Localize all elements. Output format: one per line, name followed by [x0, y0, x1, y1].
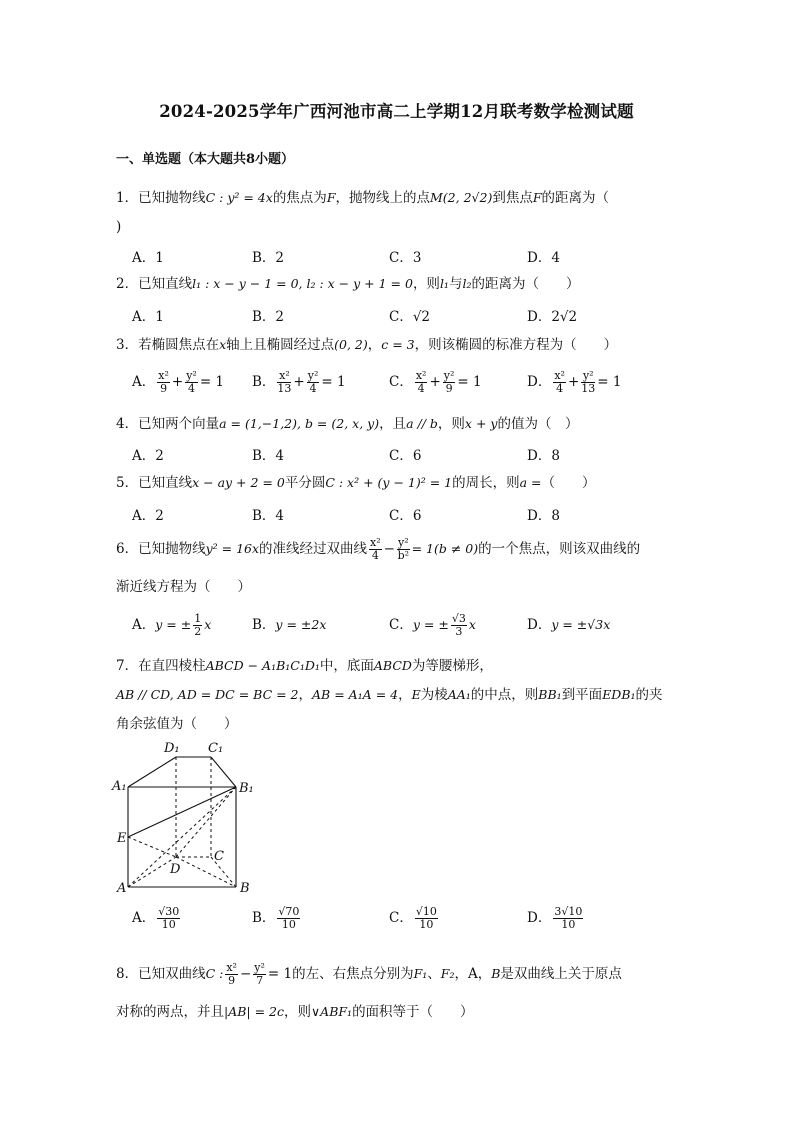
- fraction: [369, 537, 382, 562]
- q3-x: x: [219, 337, 227, 352]
- q7-text7: 到平面: [561, 687, 603, 703]
- q8-text5: 是双曲线上关于原点: [500, 966, 622, 982]
- q4-text2: ，且: [379, 416, 407, 432]
- frac-den: 4: [556, 382, 564, 395]
- page-title: 2024-2025学年广西河池市高二上学期12月联考数学检测试题: [159, 102, 634, 121]
- q7-option-c-label: C．: [389, 910, 413, 926]
- q7-option-b[interactable]: [252, 906, 302, 931]
- q7-option-d-label: D．: [527, 910, 552, 926]
- frac-num: √3: [451, 612, 466, 625]
- q6-option-d[interactable]: [527, 613, 610, 633]
- q1-text5: 的距离为（: [541, 190, 610, 206]
- q3-option-c-label: C．: [389, 374, 413, 390]
- frac-num: 1: [194, 612, 202, 625]
- q7-text3: 为等腰梯形，: [411, 658, 493, 674]
- q4-text4: 的值为（ ）: [497, 416, 579, 432]
- q3-c: c = 3: [381, 337, 415, 352]
- q2-text3: 与: [448, 276, 463, 292]
- minus: −: [383, 541, 395, 557]
- q7-E: E: [411, 687, 421, 702]
- q8-sep: 、: [427, 966, 441, 982]
- q6-option-b[interactable]: [252, 613, 326, 633]
- q7-comma: ，: [298, 687, 313, 703]
- eq: = 1: [267, 966, 293, 982]
- fraction: [193, 613, 202, 638]
- q8-C: C :: [205, 966, 224, 981]
- fraction: [157, 906, 180, 931]
- q1-text4: 到焦点: [492, 190, 533, 206]
- question-7-line3: 角余弦值为（ ）: [116, 716, 238, 732]
- frac-num: x²: [226, 961, 237, 974]
- q5-a: a =: [519, 475, 542, 490]
- q7-cond2: AB = A₁A = 4: [312, 687, 399, 702]
- frac-num: 3√10: [554, 905, 583, 918]
- frac-num: y²: [582, 369, 594, 382]
- label-D1: D₁: [164, 741, 180, 756]
- question-3: [116, 336, 617, 354]
- eq: = 1: [199, 374, 225, 390]
- fraction: [277, 906, 300, 931]
- question-7: [116, 657, 493, 675]
- frac-den: 9: [160, 382, 168, 395]
- q1-text2: 的焦点为: [272, 190, 327, 206]
- frac-den: 4: [188, 382, 195, 395]
- frac-den: 4: [309, 382, 317, 395]
- q1-curve: C : y² = 4x: [205, 190, 273, 205]
- frac-den: 9: [445, 382, 453, 395]
- q3-option-a[interactable]: A． $\frac{\text{x²}}{9}$ + $\frac{\text{y²}}{4}$ = 1: [132, 369, 225, 395]
- q7-option-a-label: A．: [132, 910, 156, 926]
- q7-base: ABCD: [373, 658, 412, 673]
- q4-option-c[interactable]: C．6: [389, 448, 422, 464]
- q5-text4: （ ）: [541, 475, 596, 491]
- q7-option-c[interactable]: [389, 906, 440, 931]
- q1-option-a[interactable]: A．1: [132, 250, 164, 266]
- q4-option-a[interactable]: A．2: [132, 448, 164, 464]
- q8-abs: |AB| = 2c: [224, 1004, 285, 1019]
- frac-num: y²: [254, 961, 265, 974]
- eq: = 1: [321, 374, 346, 390]
- frac-den: 7: [256, 974, 264, 987]
- q4-text: 4．已知两个向量: [116, 416, 220, 432]
- q1-option-b[interactable]: B．2: [252, 250, 285, 266]
- q8-text7: ，则: [284, 1004, 312, 1020]
- q8-triangle: ∨ABF₁: [311, 1004, 353, 1019]
- q5-line: x − ay + 2 = 0: [192, 475, 285, 490]
- q5-text: 5．已知直线: [116, 475, 193, 491]
- frac-num: y²: [186, 369, 197, 382]
- question-4: [116, 415, 578, 433]
- label-C1: C₁: [208, 741, 224, 756]
- frac-den: 4: [371, 549, 379, 562]
- q2-option-c[interactable]: C．√2: [389, 309, 431, 325]
- fraction: [225, 962, 238, 987]
- q6-parabola: y² = 16x: [205, 541, 260, 556]
- frac-num: x²: [158, 369, 169, 382]
- fraction: [277, 370, 291, 395]
- q1-text3: ，抛物线上的点: [335, 190, 430, 206]
- q5-text3: 的周长，则: [452, 475, 520, 491]
- q6-d-expr: y = ±√3x: [551, 617, 611, 632]
- frac-den: b²: [397, 549, 410, 562]
- q7-option-a[interactable]: [132, 906, 182, 931]
- fraction: [451, 613, 467, 638]
- frac-den: 9: [228, 974, 236, 987]
- q7-EDB1: EDB₁: [602, 687, 636, 702]
- q8-text4: ，: [477, 966, 492, 982]
- frac-den: 13: [277, 382, 292, 395]
- question-6-line2: 渐近线方程为（ ）: [116, 579, 251, 595]
- fraction: [415, 906, 438, 931]
- q7-text8: 的夹: [635, 687, 663, 703]
- q7-option-d[interactable]: [527, 906, 585, 931]
- q3-text: 3．若椭圆焦点在: [116, 337, 220, 353]
- q3-comma: ，: [367, 337, 382, 353]
- q8-text3: ，: [454, 966, 468, 982]
- q7-text: 7．在直四棱柱: [116, 658, 206, 674]
- q2-text4: 的距离为（ ）: [471, 276, 580, 292]
- question-7-line2: [116, 686, 663, 704]
- q3-option-d-label: D．: [527, 374, 552, 390]
- q3-option-b-label: B．: [252, 374, 276, 390]
- q8-F2: F₂: [440, 966, 455, 981]
- frac-num: x²: [279, 369, 290, 382]
- fraction: [185, 370, 198, 395]
- q7-text6: 的中点，则: [470, 687, 539, 703]
- q6-a-post: x: [204, 617, 212, 632]
- frac-num: √70: [278, 905, 300, 918]
- q2-text: 2．已知直线: [116, 276, 193, 292]
- fraction: [253, 962, 266, 987]
- question-8-line2: [116, 1003, 474, 1021]
- q4-vectors: a = (1,−1,2), b = (2, x, y): [219, 416, 380, 431]
- q4-option-d[interactable]: D．8: [527, 448, 560, 464]
- eq: = 1: [457, 374, 482, 390]
- q3-option-d[interactable]: D． $\frac{\text{x²}}{4}$ + $\frac{\text{y²}}{13}$ = 1: [527, 369, 622, 395]
- fraction: [553, 906, 583, 931]
- label-D: D: [170, 862, 181, 877]
- q8-text6: 对称的两点，并且: [116, 1004, 224, 1020]
- label-B: B: [240, 881, 250, 896]
- q3-option-b[interactable]: B． $\frac{\text{x²}}{13}$ + $\frac{\text{y²}}{4}$ = 1: [252, 369, 346, 395]
- q1-option-d[interactable]: D．4: [527, 250, 560, 266]
- q3-option-c[interactable]: C． $\frac{\text{x²}}{4}$ + $\frac{\text{y²}}{9}$ = 1: [389, 369, 482, 395]
- q8-B: B: [491, 966, 501, 981]
- q7-cond1: AB // CD, AD = DC = BC = 2: [116, 687, 299, 702]
- frac-den: 10: [281, 918, 296, 931]
- q6-option-c-label: C．: [389, 617, 413, 633]
- q6-option-a-label: A．: [132, 617, 156, 633]
- q1-focus2: F: [532, 190, 542, 205]
- frac-num: x²: [554, 369, 565, 382]
- q7-AA1: AA₁: [447, 687, 471, 702]
- question-1: [116, 189, 609, 207]
- q4-parallel: a // b: [406, 416, 438, 431]
- q3-point: (0, 2): [334, 337, 368, 352]
- q3-option-a-label: A．: [132, 374, 156, 390]
- q6-option-d-label: D．: [527, 617, 552, 633]
- fraction: [415, 370, 428, 395]
- q6-c-pre: y = ±: [412, 617, 449, 632]
- frac-num: √30: [158, 905, 180, 918]
- label-B1: B₁: [239, 781, 254, 796]
- q6-cond: = 1(b ≠ 0): [411, 541, 479, 556]
- q7-option-b-label: B．: [252, 910, 276, 926]
- q2-option-a[interactable]: A．1: [132, 309, 164, 325]
- section-heading: 一、单选题（本大题共8小题）: [116, 152, 295, 167]
- label-C: C: [214, 849, 224, 864]
- fraction: [397, 537, 410, 562]
- q6-option-a[interactable]: [132, 613, 211, 638]
- q2-option-d[interactable]: D．2√2: [527, 309, 578, 325]
- q5-option-b[interactable]: B．4: [252, 508, 285, 524]
- frac-num: y²: [443, 369, 455, 382]
- q5-option-c[interactable]: C．6: [389, 508, 422, 524]
- fraction: [443, 370, 456, 395]
- frac-num: x²: [415, 369, 427, 382]
- fraction: [307, 370, 320, 395]
- q2-l1: l₁: [439, 276, 449, 291]
- question-2: [116, 275, 579, 293]
- minus: −: [239, 966, 252, 982]
- label-A: A: [117, 881, 127, 896]
- label-E: E: [117, 831, 127, 846]
- fraction: [157, 370, 170, 395]
- q7-text4: ，: [398, 687, 412, 703]
- q6-option-b-label: B．: [252, 617, 276, 633]
- q5-text2: 平分圆: [284, 475, 326, 491]
- q2-lines: l₁ : x − y − 1 = 0, l₂ : x − y + 1 = 0: [192, 276, 413, 291]
- q2-text2: ，则: [412, 276, 440, 292]
- q6-text2: 的准线经过双曲线: [259, 541, 368, 557]
- q4-option-b[interactable]: B．4: [252, 448, 285, 464]
- frac-num: y²: [397, 536, 409, 549]
- frac-den: 10: [419, 918, 434, 931]
- prism-figure: [108, 740, 268, 900]
- q6-a-pre: y = ±: [155, 617, 192, 632]
- q8-A: A: [467, 966, 478, 982]
- q2-l2: l₂: [462, 276, 472, 291]
- q7-text5: 为棱: [420, 687, 448, 703]
- frac-den: 2: [194, 625, 202, 638]
- label-A1: A₁: [112, 779, 127, 794]
- q8-text: 8．已知双曲线: [116, 966, 206, 982]
- q6-text3: 的一个焦点，则该双曲线的: [478, 541, 641, 557]
- frac-num: x²: [370, 536, 381, 549]
- frac-den: 4: [417, 382, 425, 395]
- q1-point: M(2, 2√2): [430, 190, 493, 205]
- q5-option-a[interactable]: A．2: [132, 508, 164, 524]
- q1-option-c[interactable]: C．3: [389, 250, 422, 266]
- q3-text2: 轴上且椭圆经过点: [226, 337, 335, 353]
- fraction: [553, 370, 566, 395]
- frac-num: y²: [307, 369, 319, 382]
- q6-text: 6．已知抛物线: [116, 541, 206, 557]
- q8-text2: 的左、右焦点分别为: [292, 966, 414, 982]
- q8-F1: F₁: [413, 966, 428, 981]
- q8-text8: 的面积等于（ ）: [352, 1004, 474, 1020]
- q1-focus: F: [326, 190, 336, 205]
- q6-b-expr: y = ±2x: [275, 617, 327, 632]
- fraction: [581, 370, 595, 395]
- q6-option-c[interactable]: [389, 613, 476, 638]
- frac-den: 3: [455, 625, 463, 638]
- q7-BB1: BB₁: [538, 687, 562, 702]
- q1-text: 1．已知抛物线: [116, 190, 206, 206]
- q5-circle: C : x² + (y − 1)² = 1: [325, 475, 453, 490]
- eq: = 1: [597, 374, 622, 390]
- frac-num: √10: [415, 905, 437, 918]
- question-1-line2: ): [116, 219, 122, 235]
- question-5: [116, 474, 596, 492]
- q3-text3: ，则该椭圆的标准方程为（ ）: [414, 337, 618, 353]
- q6-c-post: x: [468, 617, 476, 632]
- question-8: [116, 962, 622, 987]
- q4-xy: x + y: [464, 416, 498, 431]
- q5-option-d[interactable]: D．8: [527, 508, 560, 524]
- q7-text2: 中，底面: [319, 658, 374, 674]
- frac-den: 10: [561, 918, 576, 931]
- question-6: [116, 537, 640, 562]
- q4-text3: ，则: [437, 416, 465, 432]
- frac-den: 13: [581, 382, 596, 395]
- q7-prism: ABCD − A₁B₁C₁D₁: [205, 658, 320, 673]
- q2-option-b[interactable]: B．2: [252, 309, 285, 325]
- frac-den: 10: [161, 918, 176, 931]
